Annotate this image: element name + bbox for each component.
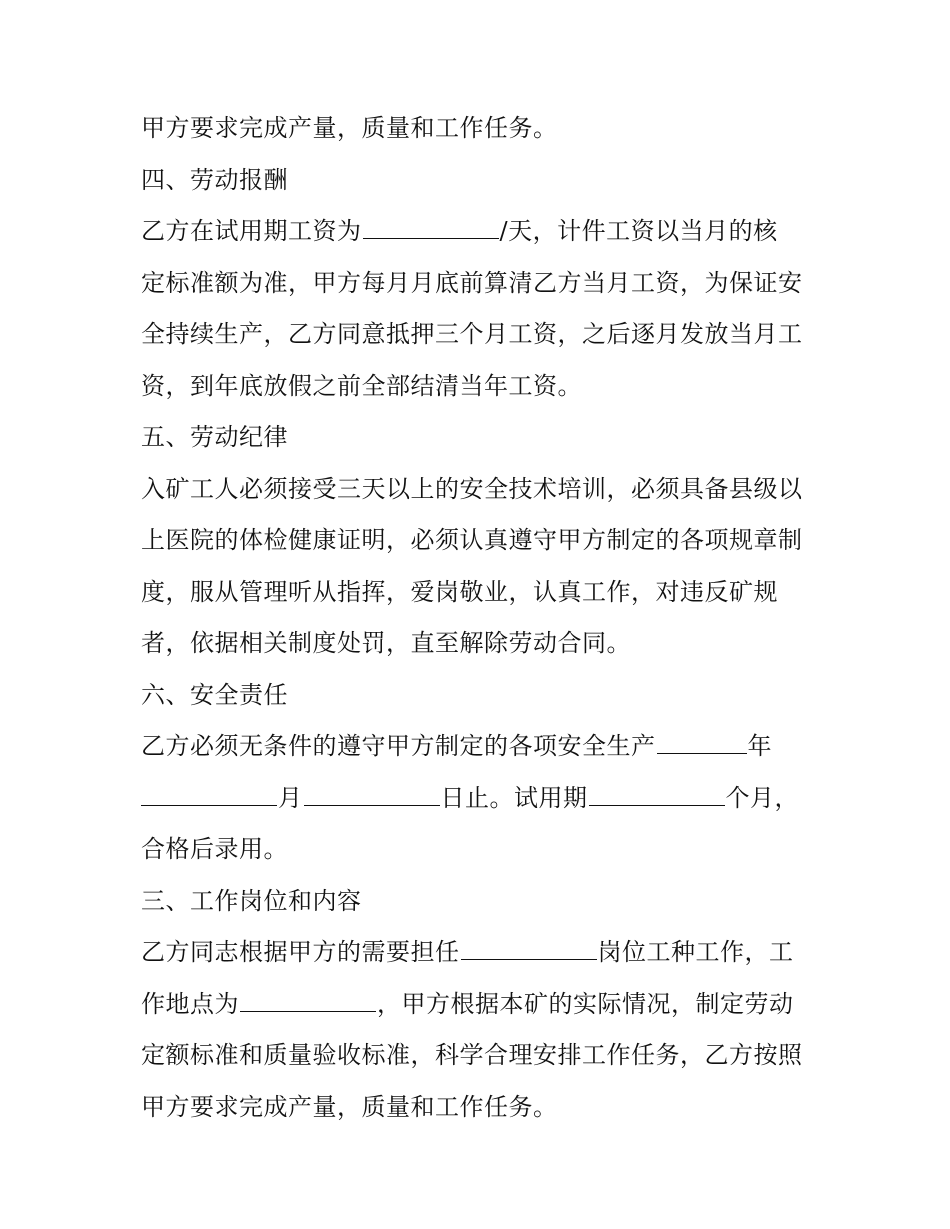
section-heading-4 xyxy=(141,155,821,207)
paragraph-line xyxy=(141,773,821,825)
paragraph-line xyxy=(141,361,821,413)
text: 乙方同志根据甲方的需要担任 xyxy=(141,938,460,966)
paragraph-line xyxy=(141,258,821,310)
text: 定额标准和质量验收标准，科学合理安排工作任务，乙方按照 xyxy=(141,1041,803,1069)
text: 上医院的体检健康证明，必须认真遵守甲方制定的各项规章制 xyxy=(141,526,803,554)
text: 合格后录用。 xyxy=(141,835,288,863)
heading-text: 五、劳动纪律 xyxy=(141,423,288,451)
text: /天，计件工资以当月的核 xyxy=(499,217,778,245)
section-heading-6 xyxy=(141,670,821,722)
paragraph-line xyxy=(141,103,821,155)
work-location-blank xyxy=(240,985,376,1012)
paragraph-line xyxy=(141,927,821,979)
text: 资，到年底放假之前全部结清当年工资。 xyxy=(141,371,582,400)
month-blank xyxy=(141,779,277,806)
paragraph-line xyxy=(141,309,821,361)
position-blank xyxy=(461,933,597,960)
text: 乙方必须无条件的遵守甲方制定的各项安全生产 xyxy=(141,732,656,760)
section-heading-3 xyxy=(141,876,821,928)
section-heading-5 xyxy=(141,412,821,464)
text: 者，依据相关制度处罚，直至解除劳动合同。 xyxy=(141,629,631,657)
paragraph-line xyxy=(141,979,821,1031)
text: 甲方要求完成产量，质量和工作任务。 xyxy=(141,1092,558,1121)
document-body xyxy=(141,103,821,1133)
day-blank xyxy=(304,779,440,806)
text: 定标准额为准，甲方每月月底前算清乙方当月工资，为保证安 xyxy=(141,268,803,297)
text: 岗位工种工作，工 xyxy=(597,938,794,966)
text: 日止。试用期 xyxy=(440,783,588,812)
paragraph-line xyxy=(141,1082,821,1134)
paragraph-line xyxy=(141,515,821,567)
paragraph-line xyxy=(141,464,821,516)
text: ，甲方根据本矿的实际情况，制定劳动 xyxy=(377,989,794,1018)
paragraph-line xyxy=(141,721,821,773)
heading-text: 四、劳动报酬 xyxy=(141,165,288,194)
text: 甲方要求完成产量，质量和工作任务。 xyxy=(141,114,558,142)
wage-blank xyxy=(363,212,499,239)
text: 度，服从管理听从指挥，爱岗敬业，认真工作，对违反矿规 xyxy=(141,577,778,606)
text: 作地点为 xyxy=(141,989,239,1018)
heading-text: 六、安全责任 xyxy=(141,680,288,709)
text: 月 xyxy=(278,783,303,812)
text: 年 xyxy=(747,732,772,760)
probation-months-blank xyxy=(589,779,725,806)
paragraph-line xyxy=(141,1030,821,1082)
text: 全持续生产，乙方同意抵押三个月工资，之后逐月发放当月工 xyxy=(141,320,803,348)
text: 乙方在试用期工资为 xyxy=(141,217,362,245)
paragraph-line xyxy=(141,824,821,876)
year-blank xyxy=(657,727,747,754)
paragraph-line xyxy=(141,206,821,258)
text: 个月， xyxy=(725,783,799,812)
heading-text: 三、工作岗位和内容 xyxy=(141,886,362,915)
text: 入矿工人必须接受三天以上的安全技术培训，必须具备县级以 xyxy=(141,474,803,503)
paragraph-line xyxy=(141,567,821,619)
paragraph-line xyxy=(141,618,821,670)
